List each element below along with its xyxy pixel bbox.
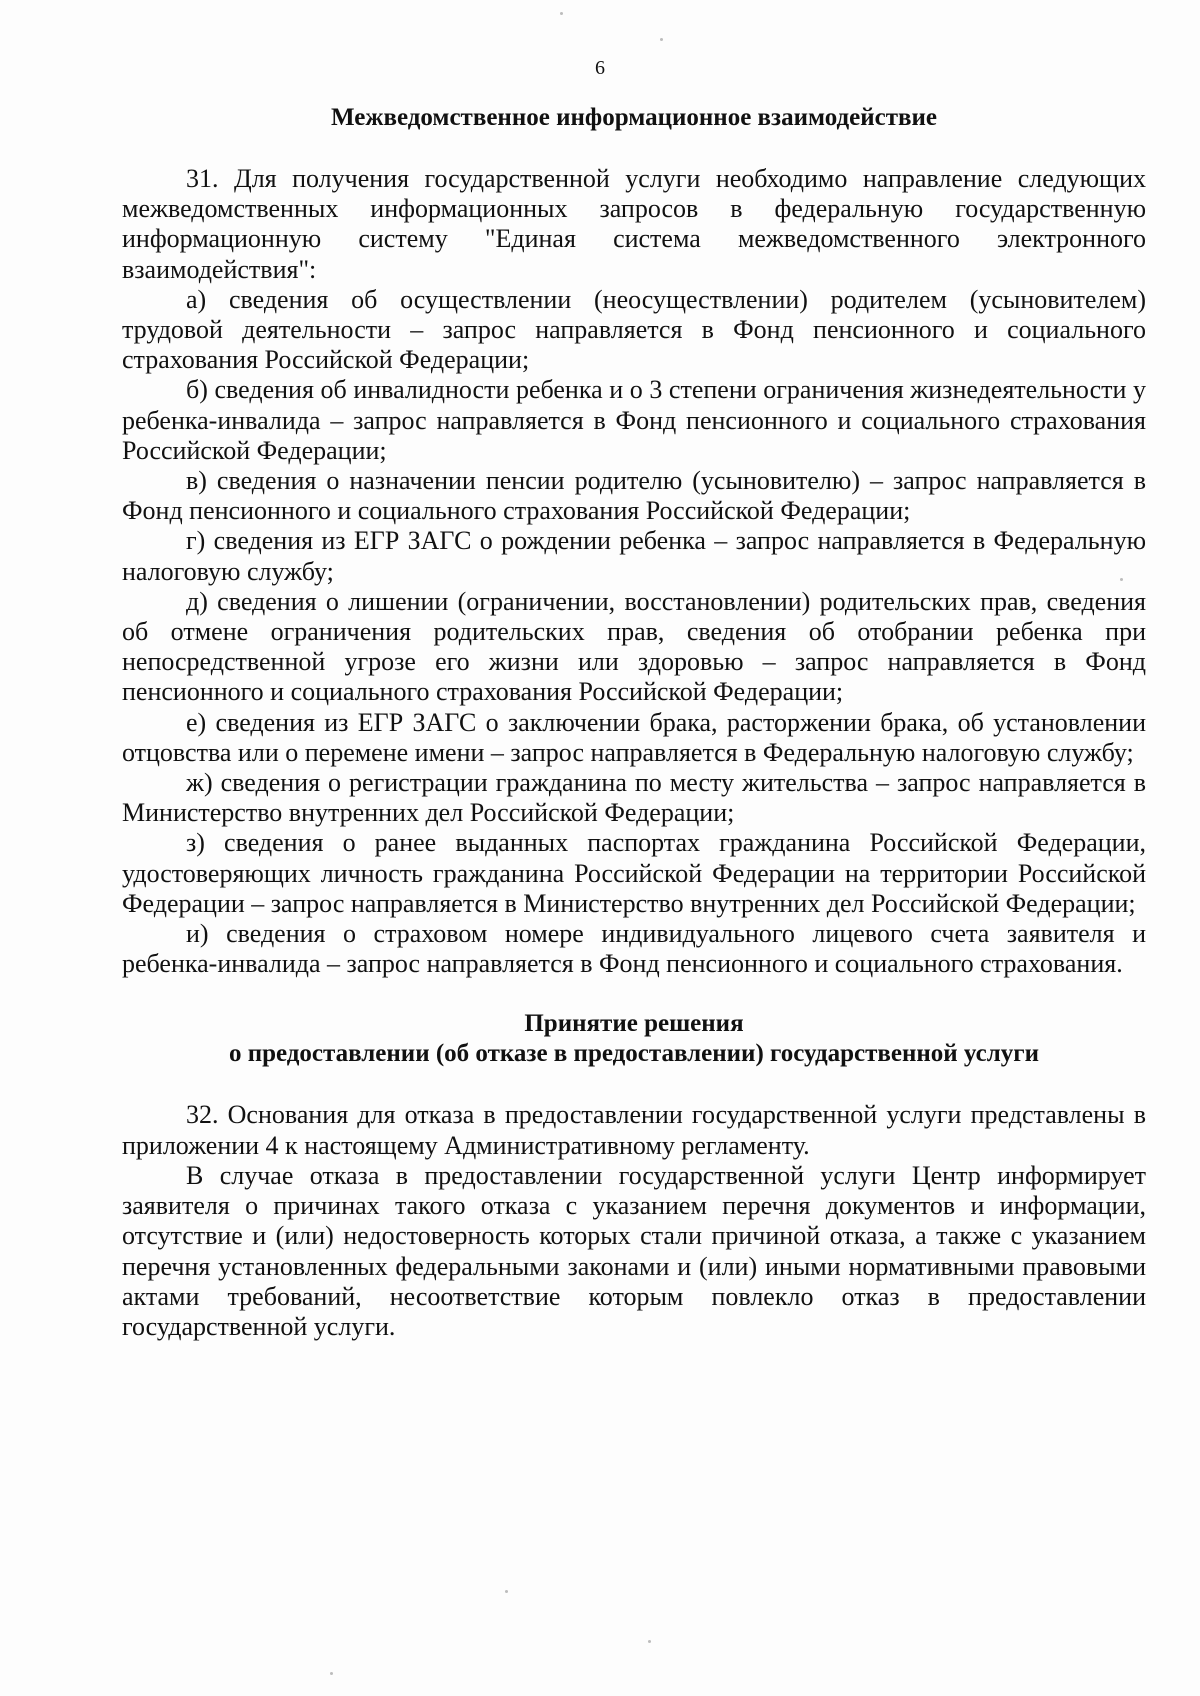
section-title-interagency-interaction: Межведомственное информационное взаимодействие <box>331 104 937 131</box>
scan-speck <box>560 12 563 15</box>
document-content <box>122 103 1146 1342</box>
section-title-decision-line1: Принятие решения <box>524 1010 744 1038</box>
section-decision-body <box>122 1100 1146 1342</box>
scan-speck <box>1120 578 1123 581</box>
scan-speck <box>648 1640 651 1643</box>
list-item-b: б) сведения об инвалидности ребенка и о 3 степени ограничения жизнедеятельности у ребенка-инвалида – запрос направляется в Фонд пенсионного и социального страхования Российской Федерации; <box>122 375 1146 465</box>
list-item-i: и) сведения о страховом номере индивидуального лицевого счета заявителя и ребенка-инвалида – запрос направляется в Фонд пенсионного и социального страхования. <box>122 919 1146 979</box>
scan-speck <box>660 38 663 41</box>
paragraph-31: 31. Для получения государственной услуги необходимо направление следующих межведомственных информационных запросов в федеральную государственную информационную систему "Единая система межведомственного электронного взаимодействия": <box>122 164 1146 284</box>
list-item-a: а) сведения об осуществлении (неосуществлении) родителем (усыновителем) трудовой деятельности – запрос направляется в Фонд пенсионного и социального страхования Российской Федерации; <box>122 284 1146 375</box>
list-item-v: в) сведения о назначении пенсии родителю (усыновителю) – запрос направляется в Фонд пенсионного и социального страхования Российской Федерации; <box>122 466 1146 526</box>
scan-speck <box>505 1590 508 1593</box>
paragraph-32: 32. Основания для отказа в предоставлении государственной услуги представлены в приложении 4 к настоящему Административному регламенту. <box>122 1100 1146 1160</box>
section-interagency-body <box>122 164 1146 979</box>
scan-speck <box>330 1672 333 1675</box>
section-title-decision <box>122 1009 1146 1069</box>
list-item-d: д) сведения о лишении (ограничении, восстановлении) родительских прав, сведения об отмене ограничения родительских прав, сведения об отобрании ребенка при непосредственной угрозе его жизни или здоровью – запрос направляется в Фонд пенсионного и социального страхования Российской Федерации; <box>122 586 1146 707</box>
list-item-g: г) сведения из ЕГР ЗАГС о рождении ребенка – запрос направляется в Федеральную налоговую службу; <box>122 526 1146 586</box>
list-item-zh: ж) сведения о регистрации гражданина по месту жительства – запрос направляется в Министерство внутренних дел Российской Федерации; <box>122 768 1146 828</box>
list-item-e: е) сведения из ЕГР ЗАГС о заключении брака, расторжении брака, об установлении отцовства или о перемене имени – запрос направляется в Федеральную налоговую службу; <box>122 707 1146 767</box>
list-item-z: з) сведения о ранее выданных паспортах гражданина Российской Федерации, удостоверяющих личность гражданина Российской Федерации на территории Российской Федерации – запрос направляется в Министерство внутренних дел Российской Федерации; <box>122 828 1146 918</box>
paragraph-refusal-info: В случае отказа в предоставлении государственной услуги Центр информирует заявителя о причинах такого отказа с указанием перечня документов и информации, отсутствие и (или) недостоверность которых стали причиной отказа, а также с указанием перечня установленных федеральными законами и (или) иными нормативными правовыми актами требований, несоответствие которым повлекло отказ в предоставлении государственной услуги. <box>122 1160 1146 1341</box>
page-number: 6 <box>595 57 605 79</box>
section-title-decision-line2: о предоставлении (об отказе в предоставлении) государственной услуги <box>228 1040 1040 1068</box>
